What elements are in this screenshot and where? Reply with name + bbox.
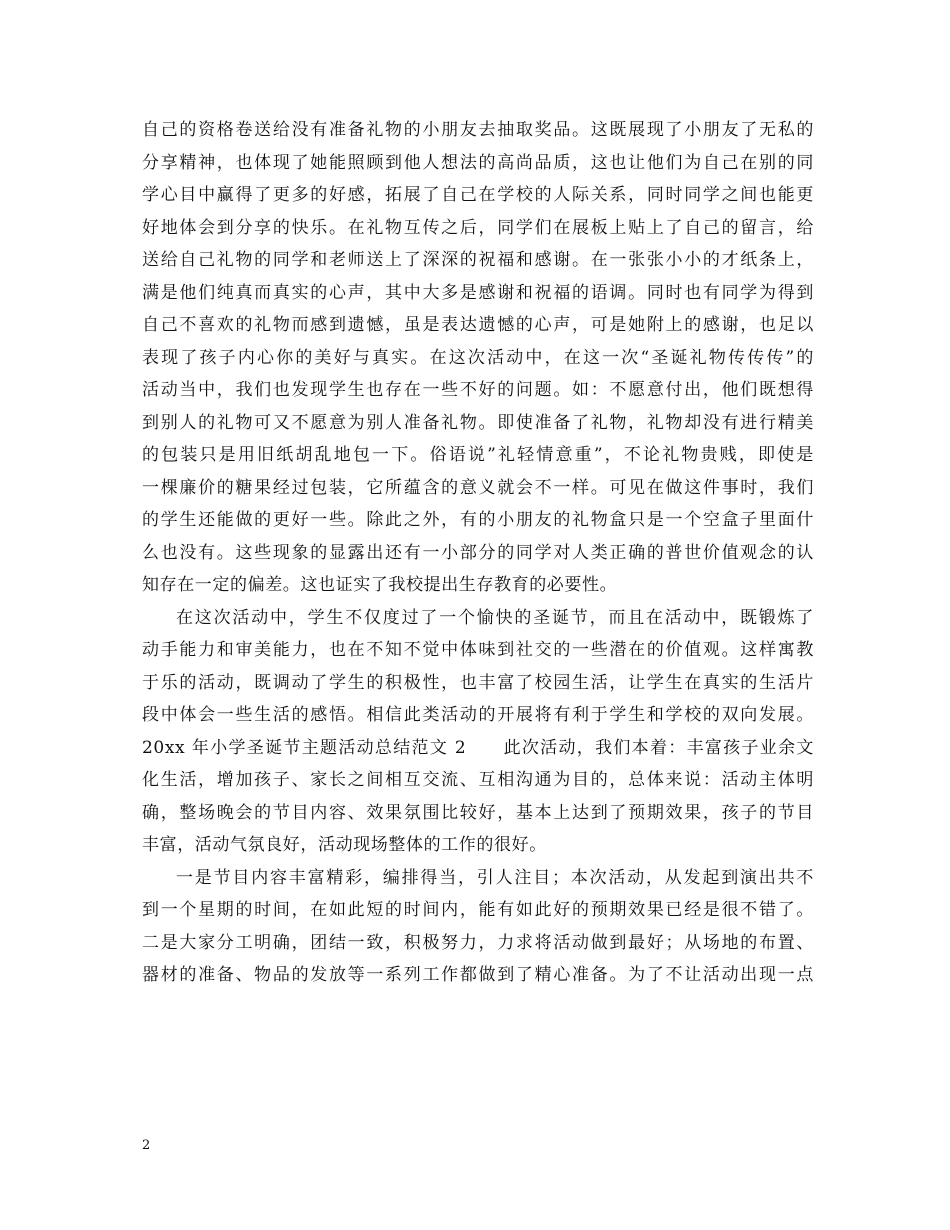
text-line: 在这次活动中，学生不仅度过了一个愉快的圣诞节，而且在活动中，既锻炼了 [176,607,814,628]
text-line: 送给自己礼物的同学和老师送上了深深的祝福和感谢。在一张张小小的才纸条上， [142,250,814,270]
text-line: 化生活，增加孩子、家长之间相互交流、互相沟通为目的，总体来说：活动主体明 [142,770,814,790]
text-line: 到一个星期的时间，在如此短的时间内，能有如此好的预期效果已经是很不错了。 [142,900,814,920]
text-line: 二是大家分工明确，团结一致，积极努力，力求将活动做到最好；从场地的布置、 [142,932,814,953]
text-line: 于乐的活动，既调动了学生的积极性，也丰富了校园生活，让学生在真实的生活片 [142,672,814,693]
text-line: 动手能力和审美能力，也在不知不觉中体味到社交的一些潜在的价值观。这样寓教 [142,640,814,660]
text-line: 确，整场晚会的节目内容、效果氛围比较好，基本上达到了预期效果，孩子的节目 [142,802,814,823]
text-line: 到别人的礼物可又不愿意为别人准备礼物。即使准备了礼物，礼物却没有进行精美 [142,412,814,433]
text-line: 活动当中，我们也发现学生也存在一些不好的问题。如：不愿意付出，他们既想得 [142,380,814,400]
page-number: 2 [142,1138,151,1153]
text-line: 自己不喜欢的礼物而感到遗憾，虽是表达遗憾的心声，可是她附上的感谢，也足以 [142,315,814,335]
text-line: 自己的资格卷送给没有准备礼物的小朋友去抽取奖品。这既展现了小朋友了无私的 [142,120,814,140]
text-line: 么也没有。这些现象的显露出还有一小部分的同学对人类正确的普世价值观念的认 [142,542,814,563]
text-line: 好地体会到分享的快乐。在礼物互传之后，同学们在展板上贴上了自己的留言，给 [142,217,814,238]
text-line: 段中体会一些生活的感悟。相信此类活动的开展将有利于学生和学校的双向发展。 [142,705,814,725]
text-line: 一棵廉价的糖果经过包装，它所蕴含的意义就会不一样。可见在做这件事时，我们 [142,477,814,498]
text-line: 学心目中赢得了更多的好感，拓展了自己在学校的人际关系，同时同学之间也能更 [142,185,814,205]
text-line: 知存在一定的偏差。这也证实了我校提出生存教育的必要性。 [142,575,618,595]
text-line: 的学生还能做的更好一些。除此之外，有的小朋友的礼物盒只是一个空盒子里面什 [142,510,814,530]
text-line: 满是他们纯真而真实的心声，其中大多是感谢和祝福的语调。同时也有同学为得到 [142,282,814,303]
text-line: 20xx 年小学圣诞节主题活动总结范文 2 此次活动，我们本着：丰富孩子业余文 [142,737,814,758]
body-text [142,114,814,992]
text-line: 的包装只是用旧纸胡乱地包一下。俗语说”礼轻情意重”，不论礼物贵贱，即使是 [142,445,814,465]
text-line: 表现了孩子内心你的美好与真实。在这次活动中，在这一次“圣诞礼物传传传”的 [142,347,814,368]
text-line: 分享精神，也体现了她能照顾到他人想法的高尚品质，这也让他们为自己在别的同 [142,152,814,173]
text-line: 一是节目内容丰富精彩，编排得当，引人注目；本次活动，从发起到演出共不 [176,867,814,888]
text-line: 丰富，活动气氛良好，活动现场整体的工作的很好。 [142,835,547,855]
text-line: 器材的准备、物品的发放等一系列工作都做到了精心准备。为了不让活动出现一点 [142,965,814,985]
